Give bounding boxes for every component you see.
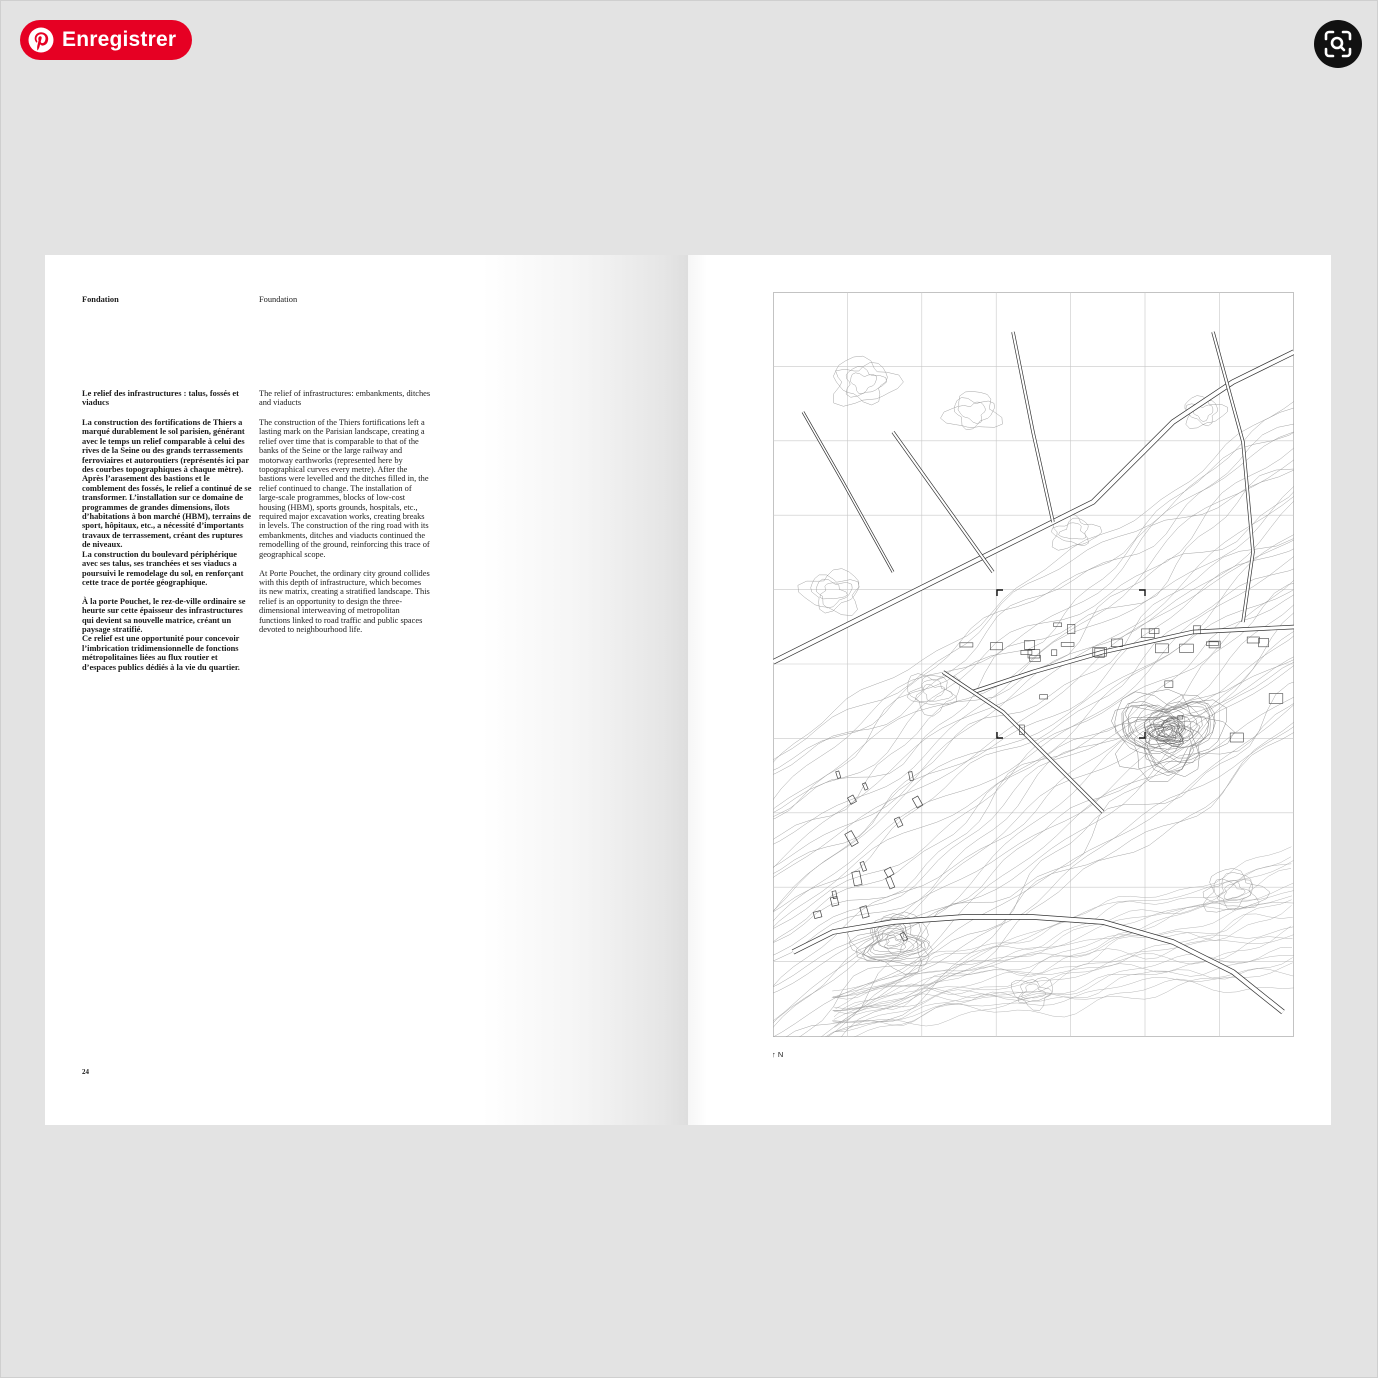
body-text-en: The construction of the Thiers fortifications left a lasting mark on the Parisian landscape, creating a relief over time that is comparable to that of the banks of the Seine or the large railway and motorway earthworks (represented here by topographical curves every metre). After the bastions were levelled and the ditches filled in, the relief continued to change. The installation of large-scale programmes, blocks of low-cost housing (HBM), sports grounds, hospitals, etc., required major excavation works, creating breaks in levels. The construction of the ring road with its embankments, ditches and viaducts continued the remodelling of the ground, reinforcing this trace of geographical scope. At Porte Pouchet, the ordinary city ground collides with this depth of infrastructure, which becomes its new matrix, creating a stratified landscape. This relief is an opportunity to design the three-dimensional interweaving of metropolitan functions linked to road traffic and public spaces devoted to neighbourhood life. [259, 418, 430, 634]
right-page [688, 255, 1331, 1125]
visual-search-button[interactable] [1314, 20, 1362, 68]
section-title-fr: Fondation [82, 295, 119, 304]
visual-search-lens-icon [1322, 28, 1354, 60]
pinterest-logo-icon [28, 27, 54, 53]
section-title-en: Foundation [259, 295, 298, 304]
save-button-label: Enregistrer [62, 28, 177, 51]
topographic-map-image [773, 292, 1294, 1037]
topographic-map [773, 292, 1294, 1037]
left-page [45, 255, 688, 1125]
save-button[interactable] [20, 20, 192, 60]
body-text-fr: La construction des fortifications de Thiers a marqué durablement le sol parisien, générant avec le temps un relief comparable à celui des rives de la Seine ou des grands terrassements ferroviaires et autoroutiers (représentés ici par des courbes topographiques à chaque mètre). Après l’arasement des bastions et le comblement des fossés, le relief a continué de se transformer. L’installation sur ce domaine de programmes de grandes dimensions, îlots d’habitations à bon marché (HBM), terrains de sport, hôpitaux, etc., a nécessité d’importants travaux de terrassement, créant des ruptures de niveaux. La construction du boulevard périphérique avec ses talus, ses tranchées et ses viaducs a poursuivi le remodelage du sol, en renforçant cette trace de portée géographique. À la porte Pouchet, le rez-de-ville ordinaire se heurte sur cette épaisseur des infrastructures qui devient sa nouvelle matrice, créant un paysage stratifié. Ce relief est une opportunité pour concevoir l’imbrication tridimensionnelle de fonctions métropolitaines liées au flux routier et d’espaces publics dédiés à la vie du quartier. [82, 418, 252, 672]
page-number: 24 [82, 1068, 89, 1076]
heading-fr: Le relief des infrastructures : talus, fossés et viaducs [82, 389, 239, 408]
north-arrow-label: ↑ N [772, 1050, 784, 1059]
heading-en: The relief of infrastructures: embankments, ditches and viaducts [259, 389, 431, 408]
